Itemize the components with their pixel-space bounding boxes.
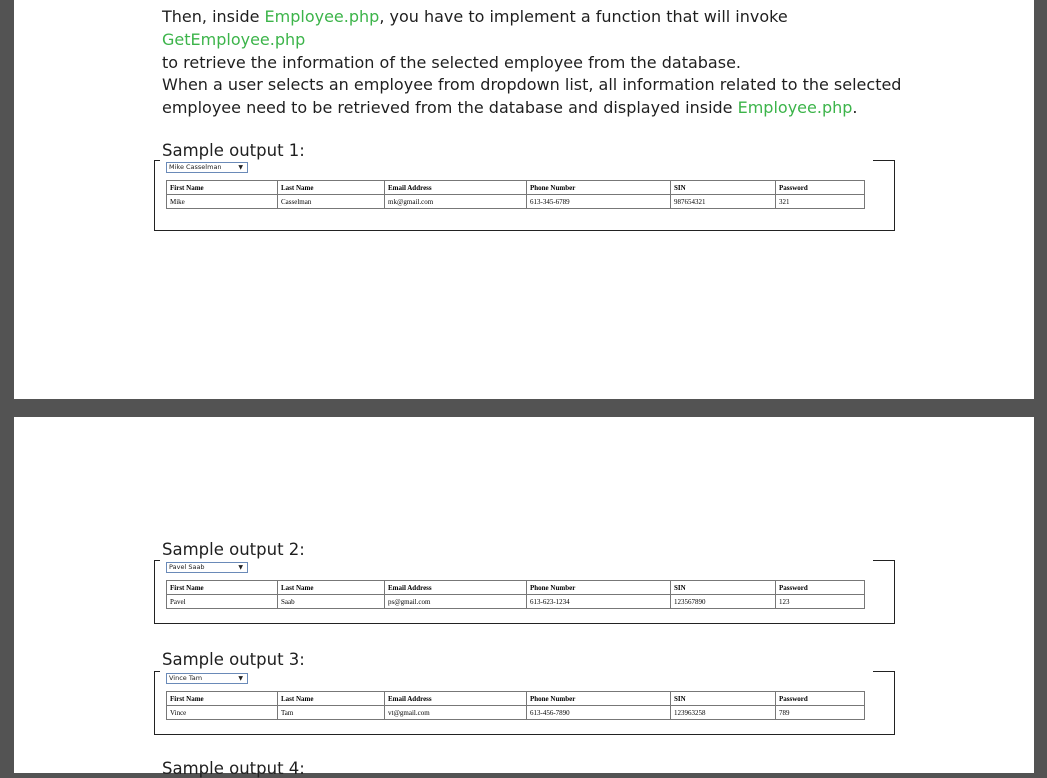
table-row: [167, 706, 865, 720]
table-cell: Pavel: [167, 595, 278, 609]
table-cell: ps@gmail.com: [385, 595, 527, 609]
instruction-paragraph-1: [162, 5, 922, 74]
employee-table: [166, 691, 865, 720]
table-cell: vt@gmail.com: [385, 706, 527, 720]
column-header: Phone Number: [527, 181, 671, 195]
column-header: First Name: [167, 581, 278, 595]
table-cell: Casselman: [278, 195, 385, 209]
table-cell: 613-623-1234: [527, 595, 671, 609]
table-cell: 123963258: [671, 706, 776, 720]
sample-heading-3: Sample output 3:: [162, 650, 305, 669]
column-header: Email Address: [385, 581, 527, 595]
sample-heading-1: Sample output 1:: [162, 141, 305, 160]
column-header: Last Name: [278, 692, 385, 706]
column-header: Last Name: [278, 181, 385, 195]
employee-dropdown[interactable]: [166, 673, 248, 684]
table-header-row: [167, 581, 865, 595]
sample-output-3: [154, 671, 895, 735]
table-cell: 613-345-6789: [527, 195, 671, 209]
table-cell: mk@gmail.com: [385, 195, 527, 209]
table-cell: Tam: [278, 706, 385, 720]
column-header: SIN: [671, 692, 776, 706]
column-header: Email Address: [385, 181, 527, 195]
dropdown-arrow-icon: ▼: [238, 164, 243, 171]
paragraph-text: When a user selects an employee from dropdown list, all information related to the selected employee need to be retrieved from the database and displayed inside: [162, 75, 902, 117]
paragraph-text: , you have to implement a function that will invoke: [379, 7, 788, 26]
column-header: Phone Number: [527, 692, 671, 706]
column-header: Phone Number: [527, 581, 671, 595]
table-cell: 123567890: [671, 595, 776, 609]
table-header-row: [167, 181, 865, 195]
table-row: [167, 595, 865, 609]
employee-table: [166, 580, 865, 609]
table-cell: 321: [776, 195, 865, 209]
sample-output-1: [154, 160, 895, 231]
paragraph-text: .: [852, 98, 858, 117]
table-header-row: [167, 692, 865, 706]
sample-output-2: [154, 560, 895, 624]
dropdown-selected-value: Mike Casselman: [169, 163, 222, 171]
document-page-1: [14, 0, 1034, 399]
paragraph-text: to retrieve the information of the selected employee from the database.: [162, 53, 741, 72]
column-header: Password: [776, 181, 865, 195]
table-cell: Mike: [167, 195, 278, 209]
column-header: Password: [776, 692, 865, 706]
column-header: Password: [776, 581, 865, 595]
column-header: First Name: [167, 181, 278, 195]
filename-employee: Employee.php: [737, 98, 853, 117]
table-row: [167, 195, 865, 209]
column-header: Last Name: [278, 581, 385, 595]
employee-table: [166, 180, 865, 209]
filename-getemployee: GetEmployee.php: [162, 30, 306, 49]
dropdown-selected-value: Pavel Saab: [169, 563, 205, 571]
table-cell: 123: [776, 595, 865, 609]
column-header: SIN: [671, 581, 776, 595]
column-header: Email Address: [385, 692, 527, 706]
employee-dropdown[interactable]: [166, 162, 248, 173]
dropdown-arrow-icon: ▼: [238, 675, 243, 682]
dropdown-arrow-icon: ▼: [238, 564, 243, 571]
paragraph-text: Then, inside: [162, 7, 265, 26]
table-cell: Saab: [278, 595, 385, 609]
column-header: SIN: [671, 181, 776, 195]
table-cell: 613-456-7890: [527, 706, 671, 720]
employee-dropdown[interactable]: [166, 562, 248, 573]
table-cell: 987654321: [671, 195, 776, 209]
sample-heading-2: Sample output 2:: [162, 540, 305, 559]
instruction-paragraph-2: [162, 73, 922, 119]
dropdown-selected-value: Vince Tam: [169, 674, 203, 682]
table-cell: 789: [776, 706, 865, 720]
column-header: First Name: [167, 692, 278, 706]
document-page-2: [14, 417, 1034, 778]
filename-employee: Employee.php: [264, 7, 380, 26]
table-cell: Vince: [167, 706, 278, 720]
sample-heading-4: Sample output 4:: [162, 759, 305, 778]
